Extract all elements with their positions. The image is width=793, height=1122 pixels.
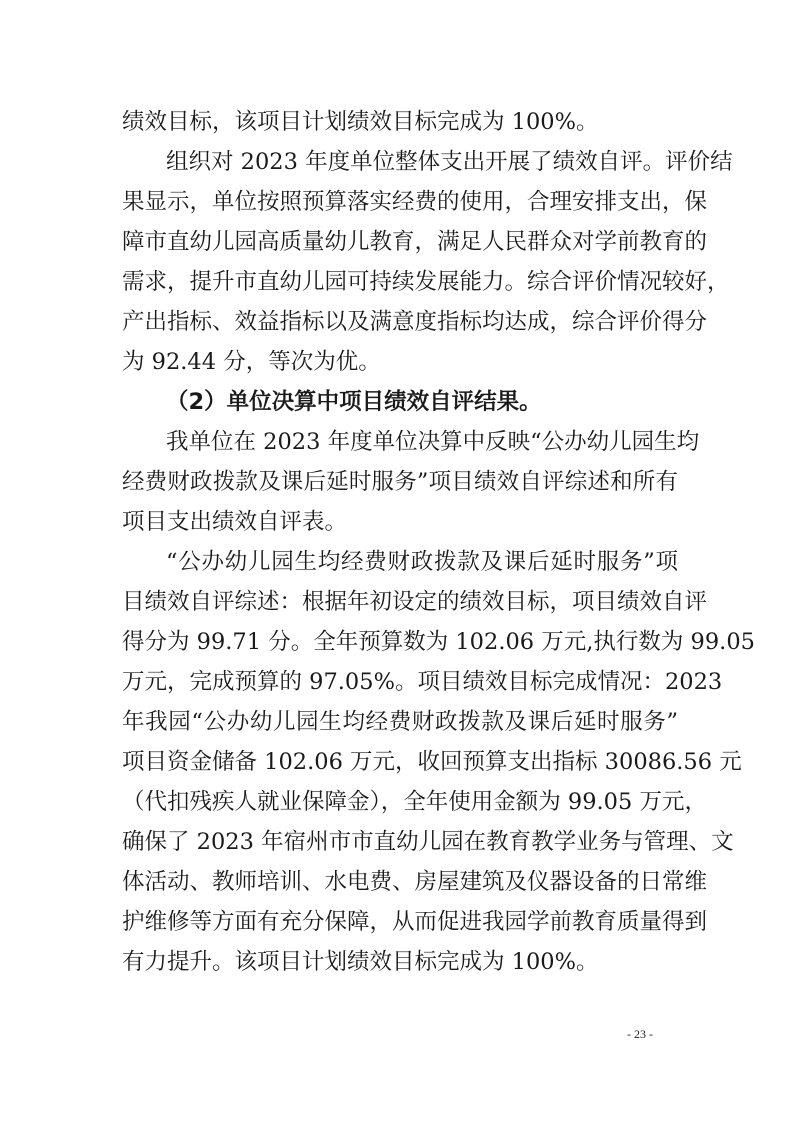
paragraph-line: 项目支出绩效自评表。 (122, 509, 348, 535)
paragraph-line: 得分为 99.71 分。全年预算数为 102.06 万元,执行数为 99.05 (122, 629, 755, 655)
paragraph-line: 有力提升。该项目计划绩效目标完成为 100%。 (122, 949, 599, 975)
paragraph-line: 组织对 2023 年度单位整体支出开展了绩效自评。评价结 (166, 149, 733, 175)
paragraph-line: 体活动、教师培训、水电费、房屋建筑及仪器设备的日常维 (122, 869, 708, 895)
paragraph-line: 年我园“公办幼儿园生均经费财政拨款及课后延时服务” (122, 709, 678, 735)
paragraph-line: 果显示，单位按照预算落实经费的使用，合理安排支出，保 (122, 189, 708, 215)
paragraph-line: 我单位在 2023 年度单位决算中反映“公办幼儿园生均 (166, 429, 700, 455)
paragraph-line: 需求，提升市直幼儿园可持续发展能力。综合评价情况较好， (122, 269, 730, 295)
paragraph-line: 绩效目标，该项目计划绩效目标完成为 100%。 (122, 109, 599, 135)
page-number: - 23 - (627, 1027, 653, 1041)
section-heading: （2）单位决算中项目绩效自评结果。 (166, 389, 542, 415)
paragraph-line: 为 92.44 分，等次为优。 (122, 349, 381, 375)
paragraph-line: （代扣残疾人就业保障金），全年使用金额为 99.05 万元， (122, 789, 707, 815)
paragraph-line: 护维修等方面有充分保障，从而促进我园学前教育质量得到 (122, 909, 708, 935)
paragraph-line: “公办幼儿园生均经费财政拨款及课后延时服务”项 (166, 549, 678, 575)
paragraph-line: 目绩效自评综述：根据年初设定的绩效目标，项目绩效自评 (122, 589, 708, 615)
paragraph-line: 万元，完成预算的 97.05%。项目绩效目标完成情况：2023 (122, 669, 723, 695)
paragraph-line: 确保了 2023 年宿州市市直幼儿园在教育教学业务与管理、文 (122, 829, 734, 855)
paragraph-line: 产出指标、效益指标以及满意度指标均达成，综合评价得分 (122, 309, 708, 335)
paragraph-line: 项目资金储备 102.06 万元，收回预算支出指标 30086.56 元 (122, 749, 742, 775)
paragraph-line: 障市直幼儿园高质量幼儿教育，满足人民群众对学前教育的 (122, 229, 708, 255)
paragraph-line: 经费财政拨款及课后延时服务”项目绩效自评综述和所有 (122, 469, 678, 495)
